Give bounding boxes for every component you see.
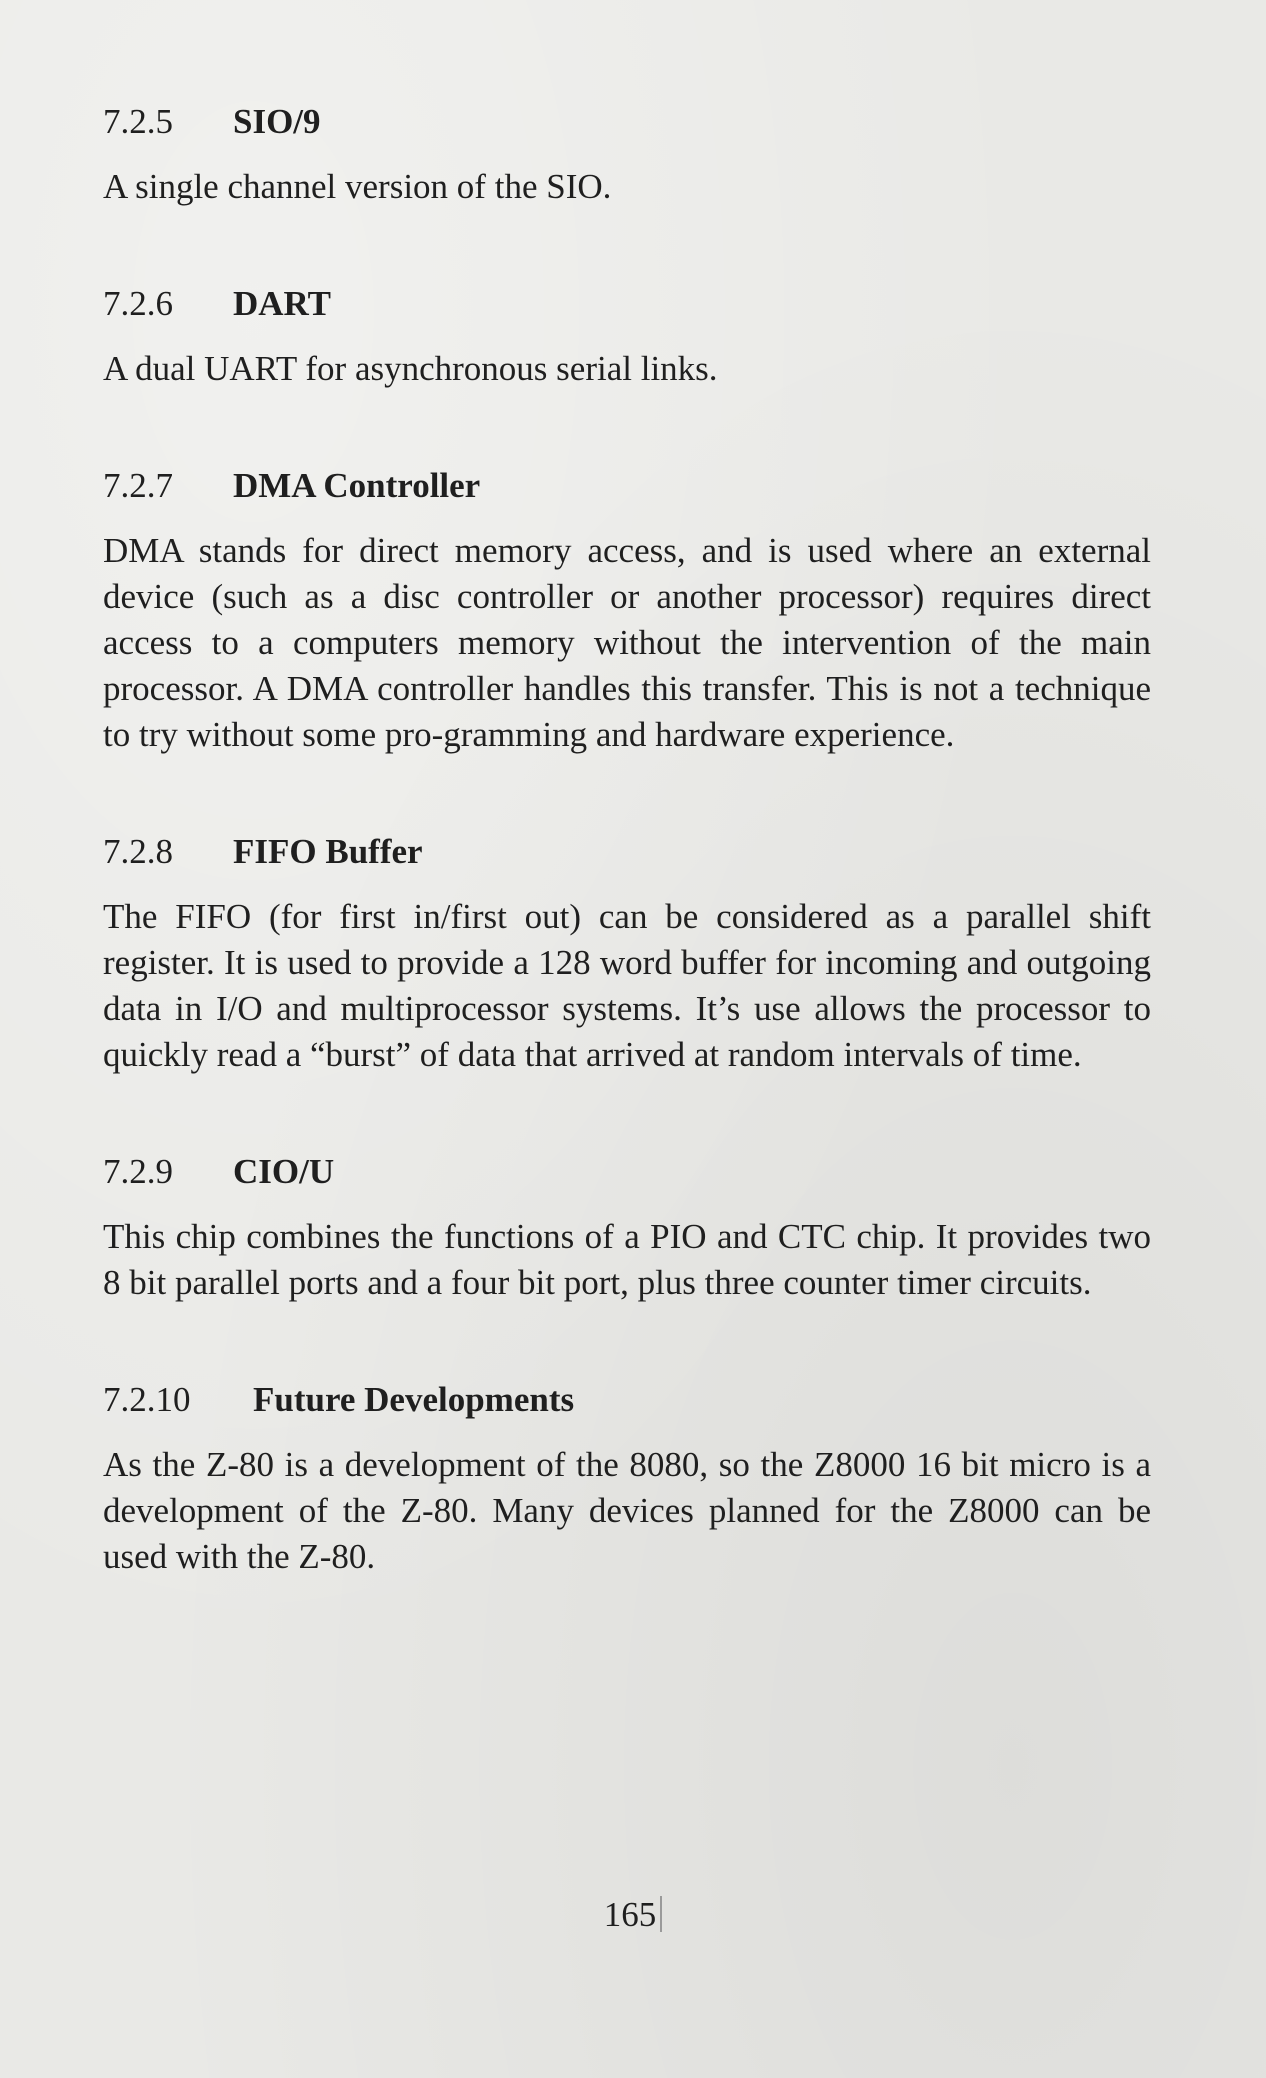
section-7-2-9	[103, 1150, 1151, 1306]
section-number: 7.2.6	[103, 284, 173, 323]
page-content	[103, 100, 1151, 1580]
section-heading	[103, 100, 1151, 144]
section-number: 7.2.5	[103, 102, 173, 141]
section-heading	[103, 830, 1151, 874]
section-7-2-8	[103, 830, 1151, 1078]
section-number: 7.2.9	[103, 1152, 173, 1191]
section-heading	[103, 464, 1151, 508]
section-body: A single channel version of the SIO.	[103, 167, 612, 206]
section-heading	[103, 282, 1151, 326]
section-number: 7.2.7	[103, 466, 173, 505]
section-body: This chip combines the functions of a PIO and CTC chip. It provides two 8 bit parallel ports and a four bit port, plus three counter timer circuits.	[103, 1217, 1151, 1302]
section-body: A dual UART for asynchronous serial links.	[103, 349, 718, 388]
section-body: DMA stands for direct memory access, and is used where an external device (such as a disc controller or another processor) requires direct access to a computers memory without the intervention of the main processor. A DMA controller handles this transfer. This is not a technique to try without some pro-gramming and hardware experience.	[103, 531, 1151, 754]
page-number	[0, 1893, 1266, 1937]
section-7-2-5	[103, 100, 1151, 210]
section-body: The FIFO (for first in/first out) can be considered as a parallel shift register. It is used to provide a 128 word buffer for incoming and outgoing data in I/O and multiprocessor systems. It’s use allows the processor to quickly read a “burst” of data that arrived at random intervals of time.	[103, 897, 1151, 1074]
margin-mark	[660, 1896, 662, 1932]
section-heading	[103, 1150, 1151, 1194]
section-heading	[103, 1378, 1151, 1422]
section-title: DART	[233, 284, 331, 323]
section-7-2-6	[103, 282, 1151, 392]
section-number: 7.2.10	[103, 1380, 191, 1419]
section-number: 7.2.8	[103, 832, 173, 871]
page-number-text: 165	[603, 1895, 657, 1934]
section-title: DMA Controller	[233, 466, 481, 505]
section-7-2-7	[103, 464, 1151, 758]
section-body: As the Z-80 is a development of the 8080, so the Z8000 16 bit micro is a development of the Z-80. Many devices planned for the Z8000 can be used with the Z-80.	[103, 1445, 1151, 1576]
section-title: SIO/9	[233, 102, 321, 141]
section-title: FIFO Buffer	[233, 832, 423, 871]
section-title: Future Developments	[253, 1380, 575, 1419]
section-7-2-10	[103, 1378, 1151, 1580]
section-title: CIO/U	[233, 1152, 335, 1191]
